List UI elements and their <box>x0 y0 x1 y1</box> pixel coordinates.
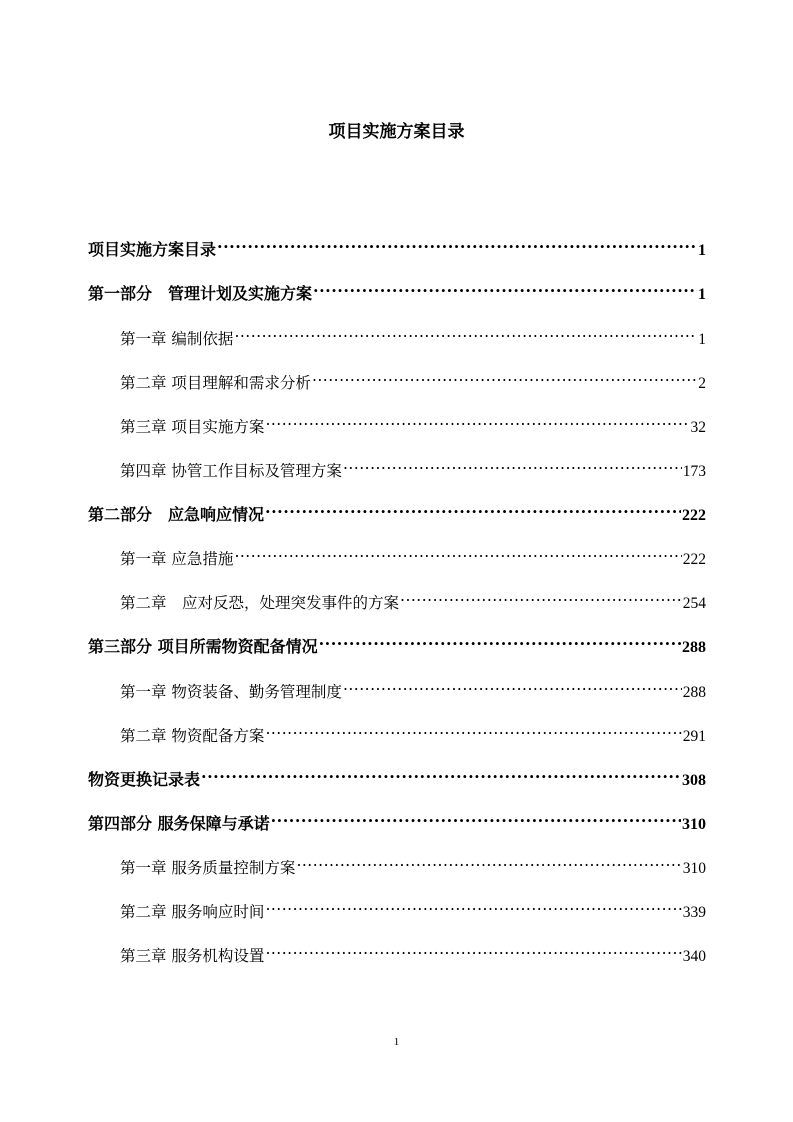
toc-leader-dots <box>265 408 689 432</box>
toc-entry[interactable] <box>120 584 706 612</box>
toc-entry-page: 222 <box>682 551 706 568</box>
toc-entry-text: 第二章 项目理解和需求分析 <box>120 374 311 392</box>
toc-entry-text: 第三章 项目实施方案 <box>120 418 265 436</box>
toc-entry-text: 第一章 服务质量控制方案 <box>120 859 296 877</box>
toc-entry-page: 291 <box>682 728 706 745</box>
toc-entry-text: 物资更换记录表 <box>88 770 201 789</box>
document-title: 项目实施方案目录 <box>328 122 465 142</box>
toc-entry[interactable] <box>120 320 706 348</box>
toc-entry-text: 第四章 协管工作目标及管理方案 <box>120 462 342 480</box>
toc-entry[interactable] <box>88 805 706 833</box>
toc-entry-page: 308 <box>682 772 706 789</box>
toc-entry-text: 第四部分 服务保障与承诺 <box>88 814 270 833</box>
toc-entry[interactable] <box>120 937 706 965</box>
toc-entry-text: 第三部分 项目所需物资配备情况 <box>88 637 318 656</box>
toc-entry[interactable] <box>120 673 706 701</box>
toc-leader-dots <box>265 937 681 961</box>
toc-leader-dots <box>343 452 682 476</box>
toc-leader-dots <box>265 496 681 520</box>
toc-entry-page: 32 <box>690 419 706 436</box>
toc-leader-dots <box>234 540 681 564</box>
toc-entry-page: 173 <box>682 463 706 480</box>
toc-entry-page: 222 <box>682 507 706 524</box>
toc-leader-dots <box>217 231 697 255</box>
toc-entry[interactable] <box>120 452 706 480</box>
toc-entry-page: 1 <box>698 331 706 348</box>
toc-leader-dots <box>271 805 681 829</box>
toc-entry[interactable] <box>120 717 706 745</box>
toc-leader-dots <box>313 275 697 299</box>
toc-entry-text: 第二部分 应急响应情况 <box>88 505 265 524</box>
toc-entry[interactable] <box>88 275 706 303</box>
toc-entry-page: 1 <box>698 286 706 303</box>
toc-entry[interactable] <box>120 540 706 568</box>
toc-entry-page: 288 <box>682 639 706 656</box>
toc-entry-text: 第一部分 管理计划及实施方案 <box>88 284 313 303</box>
toc-entry-page: 254 <box>682 595 706 612</box>
toc-entry-page: 339 <box>682 904 706 921</box>
toc-entry-text: 第一章 应急措施 <box>120 550 234 568</box>
toc-entry[interactable] <box>120 364 706 392</box>
toc-entry-page: 340 <box>682 948 706 965</box>
toc-entry[interactable] <box>120 849 706 877</box>
page-number: 1 <box>393 1036 400 1048</box>
toc-entry[interactable] <box>120 893 706 921</box>
toc-leader-dots <box>343 673 682 697</box>
toc-entry[interactable] <box>88 761 706 789</box>
toc-leader-dots <box>265 717 681 741</box>
toc-leader-dots <box>201 761 681 785</box>
toc-entry-page: 1 <box>698 242 706 259</box>
toc-entry-text: 第一章 物资装备、勤务管理制度 <box>120 683 342 701</box>
toc-entry-text: 第一章 编制依据 <box>120 330 234 348</box>
toc-leader-dots <box>312 364 697 388</box>
toc-leader-dots <box>400 584 682 608</box>
toc-entry[interactable] <box>120 408 706 436</box>
toc-entry-page: 288 <box>682 684 706 701</box>
toc-entry-page: 2 <box>698 375 706 392</box>
toc-entry-text: 第二章 应对反恐，处理突发事件的方案 <box>120 594 400 612</box>
toc-entry-text: 第三章 服务机构设置 <box>120 947 265 965</box>
toc-leader-dots <box>296 849 681 873</box>
toc-entry-text: 项目实施方案目录 <box>88 240 217 259</box>
toc-leader-dots <box>265 893 681 917</box>
toc-entry[interactable] <box>88 628 706 656</box>
toc-entry-page: 310 <box>682 816 706 833</box>
toc-entry[interactable] <box>88 496 706 524</box>
toc-entry-text: 第二章 物资配备方案 <box>120 727 265 745</box>
toc-entry[interactable] <box>88 231 706 259</box>
toc-entry-text: 第二章 服务响应时间 <box>120 903 265 921</box>
toc-leader-dots <box>319 628 681 652</box>
toc-entry-page: 310 <box>682 860 706 877</box>
toc-leader-dots <box>234 320 697 344</box>
